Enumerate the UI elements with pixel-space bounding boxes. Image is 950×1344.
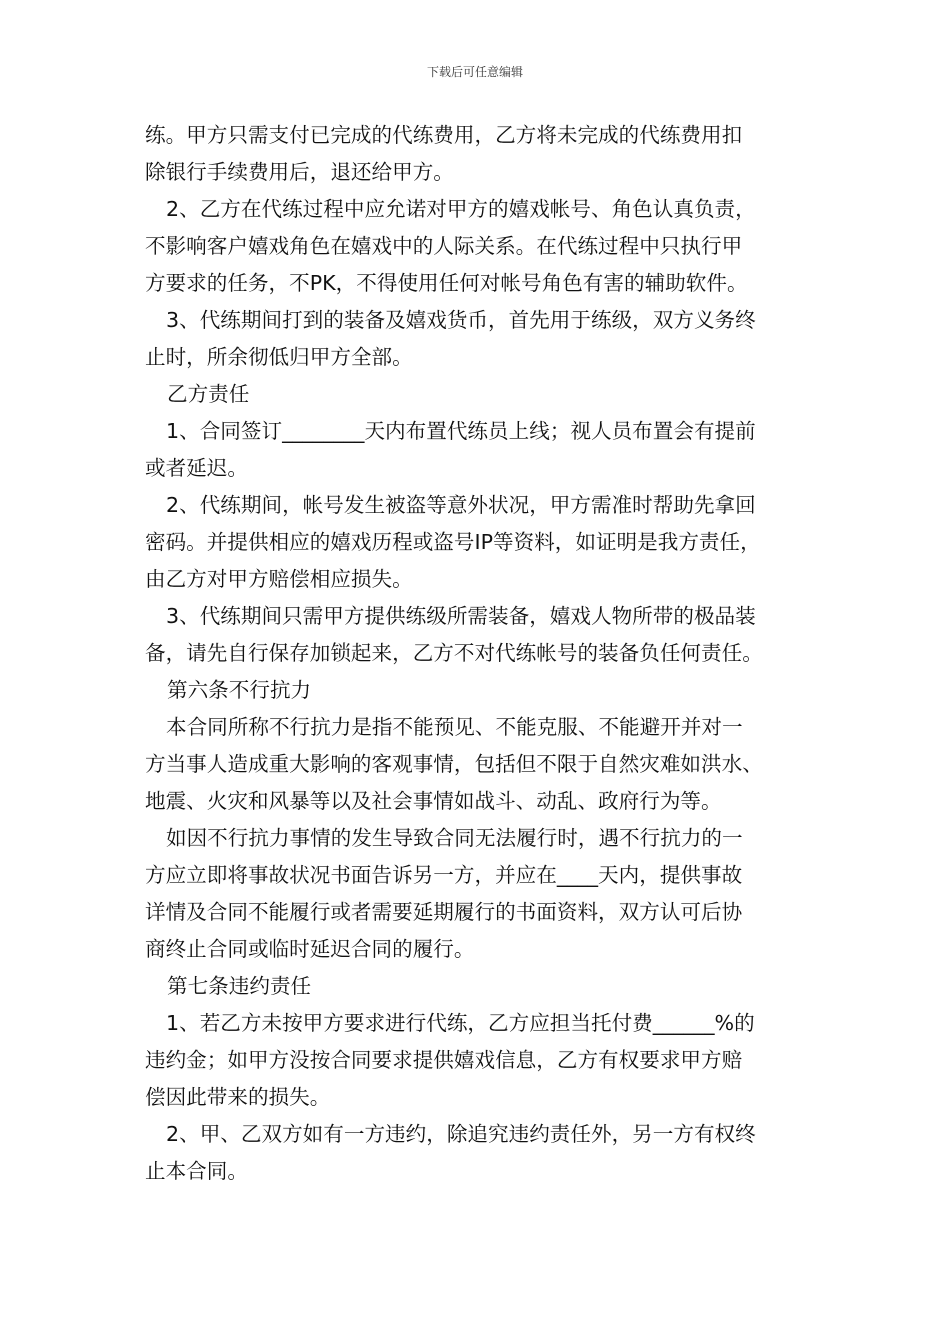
paragraph-line: 1、若乙方未按甲方要求进行代练，乙方应担当托付费______%的 [166,1011,755,1035]
paragraph-line: 方应立即将事故状况书面告诉另一方，并应在____天内，提供事故 [145,863,743,887]
paragraph-line: 密码。并提供相应的嬉戏历程或盗号IP等资料，如证明是我方责任， [145,530,761,554]
paragraph-line: 方当事人造成重大影响的客观事情，包括但不限于自然灾难如洪水、 [145,752,763,776]
page-header: 下载后可任意编辑 [426,65,523,79]
paragraph-line: 2、代练期间，帐号发生被盗等意外状况，甲方需准时帮助先拿回 [166,493,756,517]
paragraph-line: 练。甲方只需支付已完成的代练费用，乙方将未完成的代练费用扣 [145,123,743,147]
paragraph-line: 除银行手续费用后，退还给甲方。 [145,160,454,184]
section-heading: 第六条不行抗力 [167,678,312,702]
paragraph-line: 如因不行抗力事情的发生导致合同无法履行时，遇不行抗力的一 [166,826,743,850]
paragraph-line: 备，请先自行保存加锁起来，乙方不对代练帐号的装备负任何责任。 [145,641,763,665]
paragraph-line: 或者延迟。 [145,456,248,480]
paragraph-line: 3、代练期间只需甲方提供练级所需装备，嬉戏人物所带的极品装 [166,604,756,628]
paragraph-line: 2、乙方在代练过程中应允诺对甲方的嬉戏帐号、角色认真负责， [166,197,756,221]
paragraph-line: 方要求的任务，不PK，不得使用任何对帐号角色有害的辅助软件。 [145,271,748,295]
paragraph-line: 止本合同。 [145,1159,248,1183]
document-body [145,117,815,1190]
paragraph-line: 不影响客户嬉戏角色在嬉戏中的人际关系。在代练过程中只执行甲 [145,234,743,258]
paragraph-line: 1、合同签订________天内布置代练员上线；视人员布置会有提前 [166,419,756,443]
paragraph-line: 偿因此带来的损失。 [145,1085,331,1109]
paragraph-line: 本合同所称不行抗力是指不能预见、不能克服、不能避开并对一 [166,715,743,739]
paragraph-line: 违约金；如甲方没按合同要求提供嬉戏信息，乙方有权要求甲方赔 [145,1048,743,1072]
section-heading: 乙方责任 [167,382,250,406]
paragraph-line: 详情及合同不能履行或者需要延期履行的书面资料，双方认可后协 [145,900,743,924]
paragraph-line: 商终止合同或临时延迟合同的履行。 [145,937,475,961]
section-heading: 第七条违约责任 [167,974,312,998]
paragraph-line: 由乙方对甲方赔偿相应损失。 [145,567,413,591]
paragraph-line: 2、甲、乙双方如有一方违约，除追究违约责任外，另一方有权终 [166,1122,756,1146]
paragraph-line: 3、代练期间打到的装备及嬉戏货币，首先用于练级，双方义务终 [166,308,756,332]
paragraph-line: 止时，所余彻低归甲方全部。 [145,345,413,369]
paragraph-line: 地震、火灾和风暴等以及社会事情如战斗、动乱、政府行为等。 [145,789,722,813]
